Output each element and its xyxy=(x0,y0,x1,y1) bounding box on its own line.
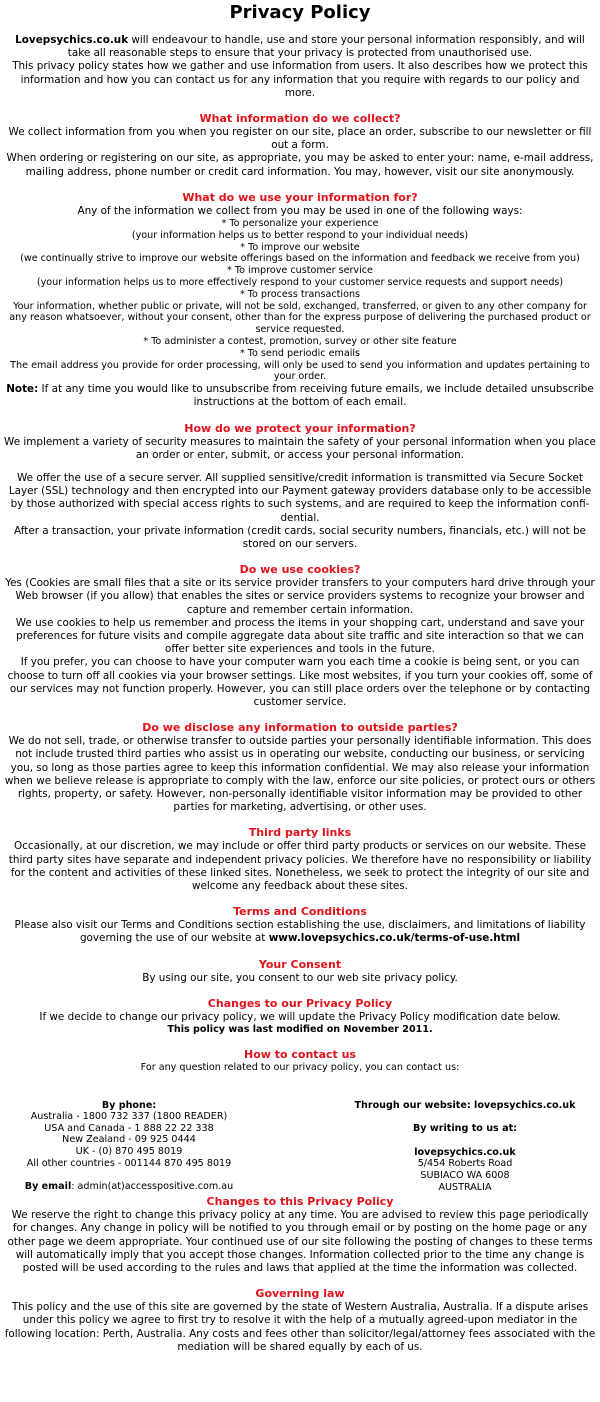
website-line[interactable]: Through our website: lovepsychics.co.uk xyxy=(354,1099,576,1111)
use-item-service-detail: (your information helps us to more effectively respond to your customer service requests and support needs) xyxy=(36,277,564,289)
heading-collect: What information do we collect? xyxy=(199,112,401,126)
changes-paragraph: If we decide to change our privacy policy, we will update the Privacy Policy modification date below. xyxy=(39,1010,561,1023)
use-item-transactions-detail: Your information, whether public or private, will not be sold, exchanged, transferred, or given to any other company for any reason whatsoever, without your consent, other than for the express purpose of delivering the purchased product or service requested. xyxy=(9,300,591,336)
use-item-service: * To improve customer service xyxy=(227,265,373,277)
use-intro: Any of the information we collect from you may be used in one of the following ways: xyxy=(77,204,523,217)
protect-paragraph-3: After a transaction, your private information (credit cards, social security numbers, financials, etc.) will not be stored on our servers. xyxy=(14,524,586,551)
disclose-paragraph: We do not sell, trade, or otherwise transfer to outside parties your personally identifiable information. This does not include trusted third parties who assist us in operating our website, conducting our business, or servicing you, so long as those parties agree to keep this information confidential. We may also release your information when we believe release is appropriate to comply with the law, enforce our site policies, or protect ours or others rights, property, or safety. However, non-personally identifiable visitor information may be provided to other parties for marketing, advertising, or other uses. xyxy=(4,735,596,814)
heading-protect: How do we protect your information? xyxy=(184,421,416,435)
cookies-paragraph-1: Yes (Cookies are small files that a site or its service provider transfers to your computers hard drive through your Web browser (if you allow) that enables the sites or service providers systems to recognize your browser and capture and remember certain information. xyxy=(5,577,595,616)
protect-paragraph-2: We offer the use of a secure server. All supplied sensitive/credit information is transmitted via Secure Socket Layer (SSL) technology and then encrypted into our Payment gateway providers database only to be accessible by those authorized with special access rights to such systems, and are required to keep the information confi-dential. xyxy=(8,472,592,524)
collect-paragraph-2: When ordering or registering on our site, as appropriate, you may be asked to enter your: name, e-mail address, mailing address, phone number or credit card information. You may, however, visit our site anonymously. xyxy=(6,152,594,178)
phone-new-zealand: New Zealand - 09 925 0444 xyxy=(62,1134,196,1146)
changes-2-paragraph: We reserve the right to change this privacy policy at any time. You are advised to review this page periodically for changes. Any change in policy will be notified to you through email or by posting on the home page or any other page we deem appropriate. Your continued use of our site following the posting of changes to these terms will automatically imply that you accept those changes. Information collected prior to the time any change is posted will be used according to the rules and laws that applied at the time the information was collected. xyxy=(7,1209,593,1275)
use-item-website: * To improve our website xyxy=(240,241,360,253)
privacy-policy-page xyxy=(0,2,600,1354)
heading-cookies: Do we use cookies? xyxy=(239,563,361,577)
address-line-1: 5/454 Roberts Road xyxy=(417,1158,513,1170)
use-item-emails-detail: The email address you provide for order processing, will only be used to send you information and updates pertaining to your order. xyxy=(10,359,590,383)
phone-australia: Australia - 1800 732 337 (1800 READER) xyxy=(30,1111,228,1123)
use-item-emails: * To send periodic emails xyxy=(239,347,361,359)
cookies-paragraph-2: We use cookies to help us remember and process the items in your shopping cart, understand and save your preferences for future visits and compile aggregate data about site traffic and site interaction so that we can offer better site experiences and tools in the future. xyxy=(15,616,585,656)
phone-other: All other countries - 001144 870 495 8019 xyxy=(26,1157,232,1169)
writing-label: By writing to us at: xyxy=(413,1123,517,1135)
heading-third-party: Third party links xyxy=(248,826,352,840)
use-item-personalize: * To personalize your experience xyxy=(221,218,379,230)
phone-label: By phone: xyxy=(101,1099,157,1111)
contact-phone-column xyxy=(24,1100,234,1194)
heading-disclose: Do we disclose any information to outside parties? xyxy=(142,721,458,735)
use-item-website-detail: (we continually strive to improve our website offerings based on the information and feedback we receive from you) xyxy=(20,253,580,265)
consent-paragraph: By using our site, you consent to our web site privacy policy. xyxy=(142,971,458,984)
governing-law-paragraph: This policy and the use of this site are governed by the state of Western Australia, Australia. If a dispute arises under this policy we agree to first try to resolve it with the help of a mutually agreed-upon mediator in the following location: Perth, Australia. Any costs and fees other than solicitor/legal/attorney fees associated with the mediation will be shared equally by each of us. xyxy=(4,1301,596,1353)
cookies-paragraph-3: If you prefer, you can choose to have your computer warn you each time a cookie is being sent, or you can choose to turn off all cookies via your browser settings. Like most websites, if you turn your cookies off, some of our services may not function properly. However, you can still place orders over the telephone or by contacting customer service. xyxy=(7,656,593,709)
collect-paragraph-1: We collect information from you when you register on our site, place an order, subscribe to our newsletter or fill out a form. xyxy=(8,126,592,152)
heading-use: What do we use your information for? xyxy=(182,190,418,204)
terms-paragraph: Please also visit our Terms and Conditions section establishing the use, disclaimers, and limitations of liability governing the use of our website at www.lovepsychics.co.uk/terms-of-use.html xyxy=(14,919,586,945)
page-title: Privacy Policy xyxy=(229,2,371,23)
use-item-transactions: * To process transactions xyxy=(239,288,361,300)
company-name: lovepsychics.co.uk xyxy=(414,1146,516,1158)
heading-changes: Changes to our Privacy Policy xyxy=(207,996,393,1010)
last-modified: This policy was last modified on November 2011. xyxy=(167,1024,433,1036)
phone-uk: UK - (0) 870 495 8019 xyxy=(75,1146,183,1158)
heading-contact: How to contact us xyxy=(244,1047,356,1061)
protect-paragraph-1: We implement a variety of security measures to maintain the safety of your personal information when you place an order or enter, submit, or access your personal information. xyxy=(4,435,596,461)
use-note: Note: If at any time you would like to unsubscribe from receiving future emails, we include detailed unsubscribe instructions at the bottom of each email. xyxy=(6,383,594,409)
email-line: By email: admin(at)accesspositive.com.au xyxy=(24,1181,234,1193)
intro-paragraph-2: This privacy policy states how we gather and use information from users. It also describes how we protect this information and how you can contact us for any information that you require with regards to our policy and more. xyxy=(12,60,588,99)
heading-terms: Terms and Conditions xyxy=(233,905,367,919)
intro-paragraph: Lovepsychics.co.uk will endeavour to handle, use and store your personal information responsibly, and will take all reasonable steps to ensure that your privacy is protected from unauthorised use. xyxy=(15,34,585,60)
use-item-personalize-detail: (your information helps us to better respond to your individual needs) xyxy=(131,229,469,241)
brand-name: Lovepsychics.co.uk xyxy=(15,34,129,46)
address-line-2: SUBIACO WA 6008 xyxy=(420,1170,510,1182)
address-line-3: AUSTRALIA xyxy=(438,1181,492,1193)
heading-consent: Your Consent xyxy=(258,957,342,971)
contact-address-column xyxy=(340,1100,590,1194)
use-item-contest: * To administer a contest, promotion, survey or other site feature xyxy=(143,336,457,347)
phone-usa-canada: USA and Canada - 1 888 22 22 338 xyxy=(44,1122,214,1134)
contact-details xyxy=(4,1100,596,1194)
terms-link[interactable]: www.lovepsychics.co.uk/terms-of-use.html xyxy=(268,932,521,945)
heading-changes-2: Changes to this Privacy Policy xyxy=(206,1195,394,1209)
contact-intro: For any question related to our privacy policy, you can contact us: xyxy=(140,1061,460,1073)
heading-governing-law: Governing law xyxy=(255,1287,345,1301)
third-party-paragraph: Occasionally, at our discretion, we may include or offer third party products or services on our website. These third party sites have separate and independent privacy policies. We therefore have no responsibility or liability for the content and activities of these linked sites. Nonetheless, we seek to protect the integrity of our site and welcome any feedback about these sites. xyxy=(8,840,592,893)
